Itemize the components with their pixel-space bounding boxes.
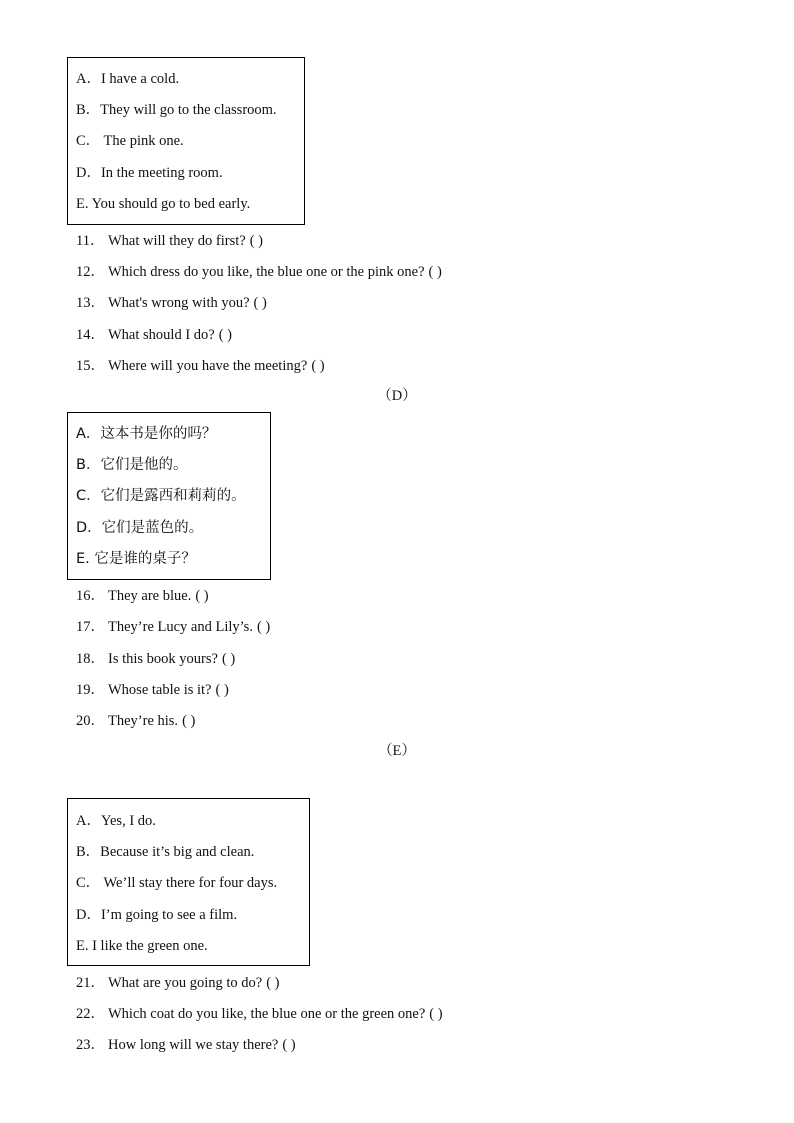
question-16 bbox=[76, 587, 209, 605]
question-17 bbox=[76, 618, 270, 636]
question-20 bbox=[76, 712, 195, 730]
question-number: 18． bbox=[76, 651, 105, 667]
option-a: A．这本书是你的吗？ bbox=[76, 426, 217, 442]
question-15 bbox=[76, 357, 325, 375]
option-a: A．I have a cold. bbox=[76, 71, 180, 87]
question-19 bbox=[76, 681, 229, 699]
question-number: 22． bbox=[76, 1006, 105, 1022]
options-box-2 bbox=[67, 412, 271, 580]
question-number: 16． bbox=[76, 588, 105, 604]
question-number: 21． bbox=[76, 975, 105, 991]
option-c: C． The pink one. bbox=[76, 133, 184, 149]
question-number: 17． bbox=[76, 619, 105, 635]
question-number: 19． bbox=[76, 682, 105, 698]
option-d: D．它们是蓝色的。 bbox=[76, 520, 204, 536]
option-c: C． We’ll stay there for four days. bbox=[76, 875, 278, 891]
answer-blank[interactable]: ( ) bbox=[428, 264, 442, 280]
answer-blank[interactable]: ( ) bbox=[311, 358, 325, 374]
option-d: D．I’m going to see a film. bbox=[76, 907, 238, 923]
option-e: E. 它是谁的桌子？ bbox=[76, 551, 196, 567]
section-heading-d: （D） bbox=[377, 388, 417, 404]
question-23 bbox=[76, 1036, 296, 1054]
answer-blank[interactable]: ( ) bbox=[182, 713, 196, 729]
question-18 bbox=[76, 650, 235, 668]
option-e: E. I like the green one. bbox=[76, 938, 208, 954]
question-text: What should I do? bbox=[108, 327, 215, 343]
answer-blank[interactable]: ( ) bbox=[221, 651, 236, 667]
answer-blank[interactable]: ( ) bbox=[215, 682, 229, 698]
option-e: E. You should go to bed early. bbox=[76, 196, 251, 212]
answer-blank[interactable]: ( ) bbox=[253, 295, 267, 311]
question-number: 20． bbox=[76, 713, 105, 729]
option-c: C．它们是露西和莉莉的。 bbox=[76, 488, 246, 504]
option-d: D．In the meeting room. bbox=[76, 165, 223, 181]
option-b: B．它们是他的。 bbox=[76, 457, 188, 473]
question-number: 14． bbox=[76, 327, 105, 343]
question-number: 12． bbox=[76, 264, 105, 280]
answer-blank[interactable]: ( ) bbox=[256, 619, 271, 635]
section-heading-e: （E） bbox=[378, 743, 416, 759]
option-a: A．Yes, I do. bbox=[76, 813, 156, 829]
answer-blank[interactable]: ( ) bbox=[266, 975, 280, 991]
question-13 bbox=[76, 294, 267, 312]
options-box-1 bbox=[67, 57, 305, 225]
question-text: They’re Lucy and Lily’s. bbox=[108, 619, 253, 635]
answer-blank[interactable]: ( ) bbox=[429, 1006, 443, 1022]
question-14 bbox=[76, 326, 232, 344]
option-b: B．They will go to the classroom. bbox=[76, 102, 277, 118]
question-number: 23． bbox=[76, 1037, 105, 1053]
question-text: Where will you have the meeting? bbox=[108, 358, 308, 374]
question-text: They are blue. bbox=[108, 588, 192, 604]
question-21 bbox=[76, 974, 280, 992]
question-text: What's wrong with you? bbox=[108, 295, 250, 311]
option-b: B．Because it’s big and clean. bbox=[76, 844, 255, 860]
question-12 bbox=[76, 263, 442, 281]
answer-blank[interactable]: ( ) bbox=[218, 327, 233, 343]
question-22 bbox=[76, 1005, 443, 1023]
question-text: What will they do first? bbox=[108, 233, 246, 249]
answer-blank[interactable]: ( ) bbox=[282, 1037, 296, 1053]
question-text: They’re his. bbox=[108, 713, 179, 729]
options-box-3 bbox=[67, 798, 310, 966]
answer-blank[interactable]: ( ) bbox=[249, 233, 264, 249]
question-text: Whose table is it? bbox=[108, 682, 212, 698]
question-text: What are you going to do? bbox=[108, 975, 263, 991]
question-number: 11． bbox=[76, 233, 105, 249]
question-number: 13． bbox=[76, 295, 105, 311]
question-number: 15． bbox=[76, 358, 105, 374]
question-11 bbox=[76, 232, 263, 250]
question-text: How long will we stay there? bbox=[108, 1037, 279, 1053]
question-text: Which dress do you like, the blue one or the pink one? bbox=[108, 264, 425, 280]
question-text: Is this book yours? bbox=[108, 651, 218, 667]
question-text: Which coat do you like, the blue one or the green one? bbox=[108, 1006, 426, 1022]
answer-blank[interactable]: ( ) bbox=[195, 588, 209, 604]
